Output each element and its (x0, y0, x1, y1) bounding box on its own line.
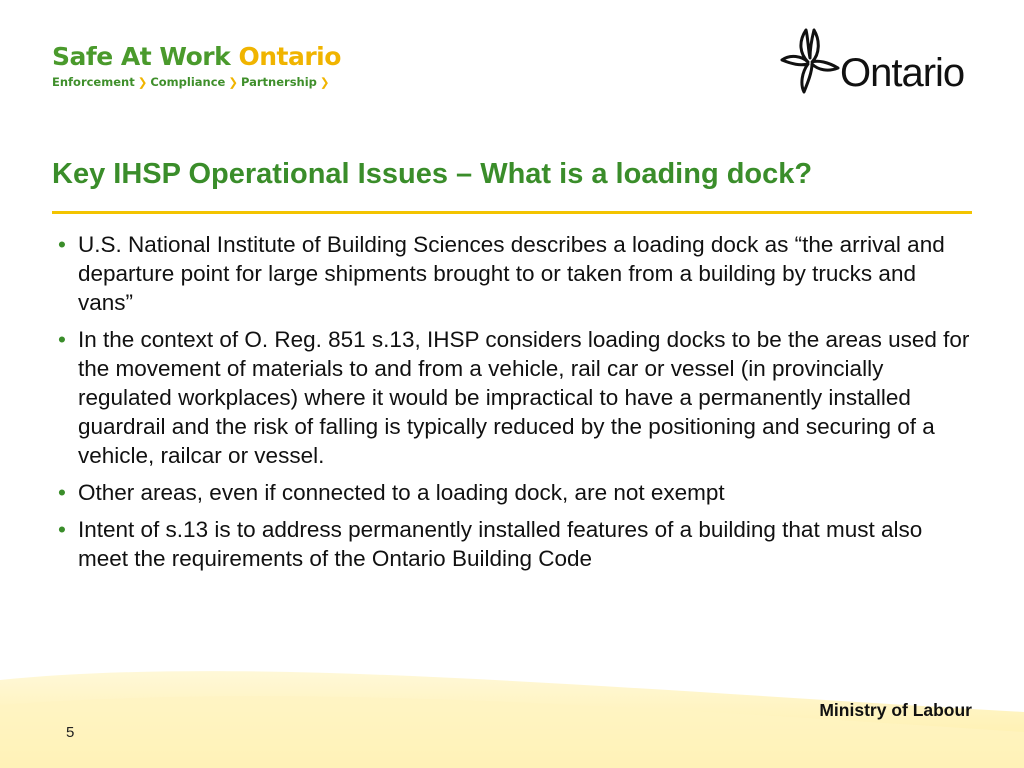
trillium-icon (778, 24, 842, 94)
tagline-item: Compliance (150, 75, 226, 89)
brand-tagline (52, 75, 341, 89)
page-number: 5 (66, 724, 75, 741)
list-item: • U.S. National Institute of Building Sciences describes a loading dock as “the arrival and departure point for large shipments brought to or taken from a building by trucks and vans” (56, 230, 972, 317)
tagline-item: Enforcement (52, 75, 135, 89)
list-item: • Intent of s.13 is to address permanently installed features of a building that must also meet the requirements of the Ontario Building Code (56, 515, 972, 573)
chevron-right-icon: ❯ (137, 75, 148, 89)
ministry-label: Ministry of Labour (819, 700, 972, 720)
brand-title (52, 42, 341, 71)
bullet-list (56, 230, 972, 581)
list-item: • In the context of O. Reg. 851 s.13, IHSP considers loading docks to be the areas used for the movement of materials to and from a vehicle, rail car or vessel (in provincially regulated workplaces) where it would be impractical to have a permanently installed guardrail and the risk of falling is typically reduced by the positioning and securing of a vehicle, railcar or vessel. (56, 325, 972, 470)
chevron-right-icon: ❯ (228, 75, 238, 89)
brand-title-main: Safe At Work (52, 42, 231, 71)
page-title: Key IHSP Operational Issues – What is a loading dock? (52, 158, 813, 190)
ontario-logo-text: Ontario (840, 51, 965, 95)
title-divider (52, 211, 972, 214)
safe-at-work-brand (52, 42, 341, 89)
chevron-right-icon: ❯ (319, 75, 330, 89)
list-item: • Other areas, even if connected to a loading dock, are not exempt (56, 478, 972, 507)
brand-title-accent: Ontario (238, 42, 341, 71)
ontario-logo (778, 24, 978, 100)
tagline-item: Partnership (241, 75, 317, 89)
